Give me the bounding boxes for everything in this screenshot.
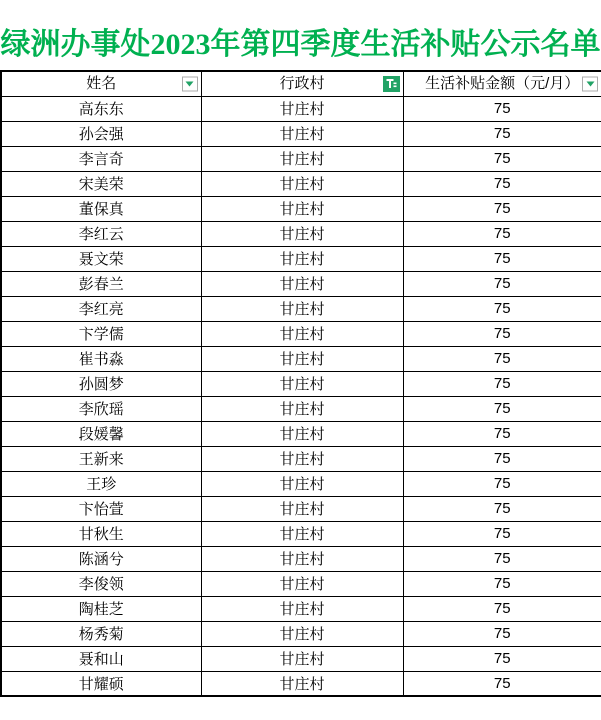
table-row [1, 521, 601, 546]
table-row [1, 371, 601, 396]
table-row [1, 121, 601, 146]
village-cell[interactable]: 甘庄村 [201, 421, 403, 446]
name-cell[interactable]: 聂和山 [1, 646, 201, 671]
village-cell[interactable]: 甘庄村 [201, 221, 403, 246]
amount-cell[interactable]: 75 [403, 296, 601, 321]
village-cell[interactable]: 甘庄村 [201, 321, 403, 346]
amount-cell[interactable]: 75 [403, 596, 601, 621]
table-row [1, 421, 601, 446]
village-cell[interactable]: 甘庄村 [201, 546, 403, 571]
table-row [1, 96, 601, 121]
village-cell[interactable]: 甘庄村 [201, 246, 403, 271]
name-cell[interactable]: 王新来 [1, 446, 201, 471]
name-cell[interactable]: 崔书淼 [1, 346, 201, 371]
table-row [1, 196, 601, 221]
name-cell[interactable]: 李言奇 [1, 146, 201, 171]
village-cell[interactable]: 甘庄村 [201, 646, 403, 671]
village-cell[interactable]: 甘庄村 [201, 446, 403, 471]
page-title: 绿洲办事处2023年第四季度生活补贴公示名单 [0, 28, 601, 61]
amount-cell[interactable]: 75 [403, 496, 601, 521]
name-cell[interactable]: 卞怡萱 [1, 496, 201, 521]
column-header-name-label: 姓名 [86, 75, 117, 93]
name-cell[interactable]: 高东东 [1, 96, 201, 121]
table-row [1, 146, 601, 171]
name-cell[interactable]: 陈涵兮 [1, 546, 201, 571]
amount-cell[interactable]: 75 [403, 546, 601, 571]
name-cell[interactable]: 李红云 [1, 221, 201, 246]
village-cell[interactable]: 甘庄村 [201, 521, 403, 546]
name-cell[interactable]: 李红亮 [1, 296, 201, 321]
column-header-village-label: 行政村 [279, 75, 325, 93]
amount-cell[interactable]: 75 [403, 446, 601, 471]
filter-dropdown-button-name[interactable] [182, 76, 198, 91]
name-cell[interactable]: 宋美荣 [1, 171, 201, 196]
village-cell[interactable]: 甘庄村 [201, 296, 403, 321]
column-header-village[interactable] [201, 71, 403, 96]
name-cell[interactable]: 卞学儒 [1, 321, 201, 346]
table-row [1, 471, 601, 496]
subsidy-table [0, 70, 601, 697]
table-row [1, 596, 601, 621]
name-cell[interactable]: 董保真 [1, 196, 201, 221]
name-cell[interactable]: 孙圆梦 [1, 371, 201, 396]
village-cell[interactable]: 甘庄村 [201, 171, 403, 196]
village-cell[interactable]: 甘庄村 [201, 496, 403, 521]
village-cell[interactable]: 甘庄村 [201, 671, 403, 696]
amount-cell[interactable]: 75 [403, 671, 601, 696]
village-cell[interactable]: 甘庄村 [201, 621, 403, 646]
table-row [1, 271, 601, 296]
table-row [1, 296, 601, 321]
name-cell[interactable]: 王珍 [1, 471, 201, 496]
chevron-down-icon [185, 80, 194, 87]
column-header-amount[interactable] [403, 71, 601, 96]
table-row [1, 321, 601, 346]
amount-cell[interactable]: 75 [403, 346, 601, 371]
village-cell[interactable]: 甘庄村 [201, 396, 403, 421]
table-row [1, 346, 601, 371]
amount-cell[interactable]: 75 [403, 521, 601, 546]
name-cell[interactable]: 段媛馨 [1, 421, 201, 446]
amount-cell[interactable]: 75 [403, 96, 601, 121]
village-cell[interactable]: 甘庄村 [201, 371, 403, 396]
village-cell[interactable]: 甘庄村 [201, 471, 403, 496]
amount-cell[interactable]: 75 [403, 321, 601, 346]
amount-cell[interactable]: 75 [403, 271, 601, 296]
filter-active-button-village[interactable] [383, 76, 400, 92]
column-header-amount-label: 生活补贴金额（元/月） [425, 75, 580, 93]
table-body [1, 96, 601, 696]
village-cell[interactable]: 甘庄村 [201, 96, 403, 121]
filter-dropdown-button-amount[interactable] [582, 76, 598, 91]
column-header-name[interactable] [1, 71, 201, 96]
amount-cell[interactable]: 75 [403, 196, 601, 221]
amount-cell[interactable]: 75 [403, 246, 601, 271]
name-cell[interactable]: 聂文荣 [1, 246, 201, 271]
table-row [1, 496, 601, 521]
village-cell[interactable]: 甘庄村 [201, 196, 403, 221]
name-cell[interactable]: 彭春兰 [1, 271, 201, 296]
table-row [1, 396, 601, 421]
name-cell[interactable]: 李欣瑶 [1, 396, 201, 421]
name-cell[interactable]: 杨秀菊 [1, 621, 201, 646]
table-row [1, 221, 601, 246]
village-cell[interactable]: 甘庄村 [201, 571, 403, 596]
village-cell[interactable]: 甘庄村 [201, 596, 403, 621]
name-cell[interactable]: 陶桂芝 [1, 596, 201, 621]
village-cell[interactable]: 甘庄村 [201, 146, 403, 171]
amount-cell[interactable]: 75 [403, 421, 601, 446]
table-row [1, 171, 601, 196]
name-cell[interactable]: 甘秋生 [1, 521, 201, 546]
funnel-filter-icon [386, 78, 397, 89]
name-cell[interactable]: 甘耀硕 [1, 671, 201, 696]
table-row [1, 546, 601, 571]
table-row [1, 571, 601, 596]
header-row [1, 71, 601, 96]
amount-cell[interactable]: 75 [403, 621, 601, 646]
name-cell[interactable]: 李俊领 [1, 571, 201, 596]
amount-cell[interactable]: 75 [403, 646, 601, 671]
amount-cell[interactable]: 75 [403, 221, 601, 246]
amount-cell[interactable]: 75 [403, 146, 601, 171]
table-row [1, 246, 601, 271]
amount-cell[interactable]: 75 [403, 396, 601, 421]
name-cell[interactable]: 孙会强 [1, 121, 201, 146]
table-row [1, 446, 601, 471]
table-row [1, 646, 601, 671]
amount-cell[interactable]: 75 [403, 171, 601, 196]
amount-cell[interactable]: 75 [403, 121, 601, 146]
table-row [1, 621, 601, 646]
table-row [1, 671, 601, 696]
village-cell[interactable]: 甘庄村 [201, 271, 403, 296]
amount-cell[interactable]: 75 [403, 371, 601, 396]
village-cell[interactable]: 甘庄村 [201, 346, 403, 371]
village-cell[interactable]: 甘庄村 [201, 121, 403, 146]
amount-cell[interactable]: 75 [403, 571, 601, 596]
chevron-down-icon [586, 80, 595, 87]
amount-cell[interactable]: 75 [403, 471, 601, 496]
